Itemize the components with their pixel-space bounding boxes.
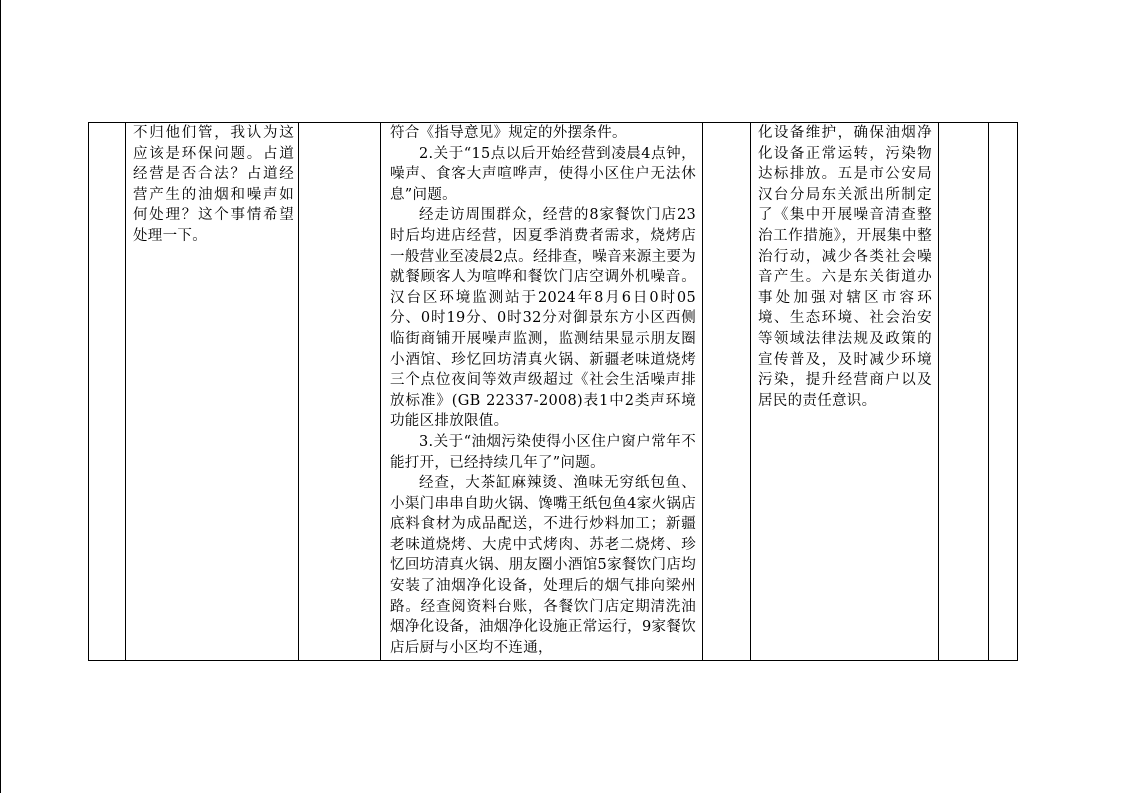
findings-paragraph: 经查，大茶缸麻辣烫、渔味无穷纸包鱼、小渠门串串自助火锅、馋嘴王纸包鱼4家火锅店底料食材为成品配送，不进行炒料加工；新疆老味道烧烤、大虎中式烤肉、苏老二烧烤、珍忆回坊清真火锅、朋友圈小酒馆5家餐饮门店均安装了油烟净化设备，处理后的烟气排向梁州路。经查阅资料台账，各餐饮门店定期清洗油烟净化设备，油烟净化设施正常运行，9家餐饮店后厨与小区均不连通， [390,475,696,656]
findings-text [381,123,702,658]
index-cell [89,123,126,661]
findings-cell [381,123,703,661]
findings-paragraph: 经走访周围群众，经营的8家餐饮门店23时后均进店经营，因夏季消费者需求，烧烤店一般营业至凌晨2点。经排查，噪音来源主要为就餐顾客人为喧哗和餐饮门店空调外机噪音。汉台区环境监测站于2024年8月6日0时05分、0时19分、0时32分对御景东方小区西侧临街商铺开展噪声监测，监测结果显示朋友圈小酒馆、珍忆回坊清真火锅、新疆老味道烧烤三个点位夜间等效声级超过《社会生活噪声排放标准》(GB 22337-2008)表1中2类声环境功能区排放限值。 [390,207,696,430]
measures-text: 化设备维护，确保油烟净化设备正常运转，污染物达标排放。五是市公安局汉台分局东关派出所制定了《集中开展噪音清查整治工作措施》，开展集中整治行动，减少各类社会噪音产生。六是东关街道办事处加强对辖区市容环境、生态环境、社会治安等领域法律法规及政策的宣传普及，及时减少环境污染，提升经营商户以及居民的责任意识。 [758,125,932,409]
complaint-text: 不归他们管，我认为这应该是环保问题。占道经营是否合法？占道经营产生的油烟和噪声如何处理？这个事情希望处理一下。 [133,125,294,244]
findings-paragraph: 2.关于“15点以后开始经营到凌晨4点钟，噪声、食客大声喧哗声，使得小区住户无法休息”问题。 [390,145,696,203]
measures-cell [751,123,939,661]
document-table [88,122,1018,661]
empty-cell [299,123,381,661]
findings-paragraph: 3.关于“油烟污染使得小区住户窗户常年不能打开，已经持续几年了”问题。 [390,433,696,471]
complaint-cell [126,123,299,661]
empty-cell [703,123,751,661]
findings-paragraph: 符合《指导意见》规定的外摆条件。 [390,125,627,141]
table-row [89,123,1018,661]
empty-cell [939,123,989,661]
empty-cell [989,123,1018,661]
